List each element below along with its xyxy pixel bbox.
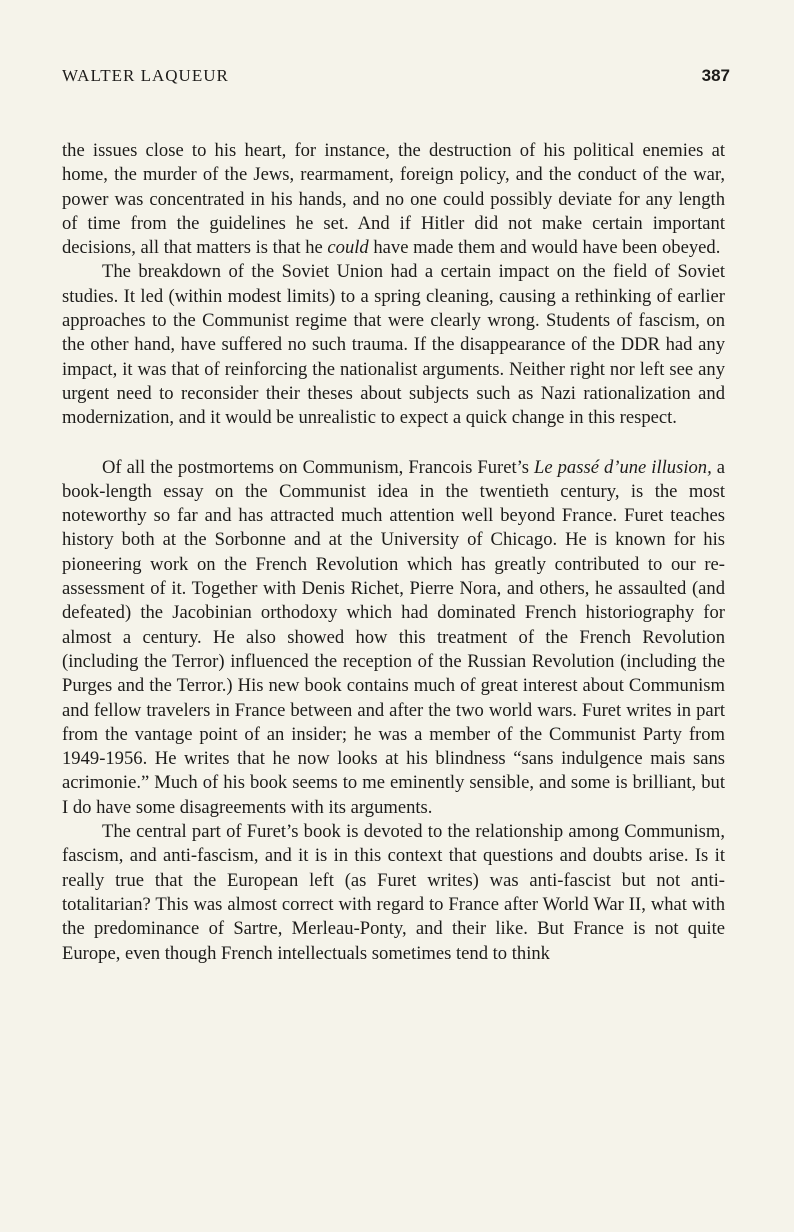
running-title: WALTER LAQUEUR [62,66,229,85]
body-text [62,139,725,966]
paragraph-text: Of all the postmortems on Communism, Francois Furet’s [102,456,535,478]
running-head [62,64,730,88]
paragraph-continued [62,139,725,260]
paragraph-text: a book-length essay on the Communist idea in the twentieth century, is the most noteworthy so far and has attracted much attention well beyond France. Furet teaches history both at the Sorbonne and at the University of Chicago. He is known for his pioneering work on the French Revolution which has greatly contributed to our reassessment of it. Together with Denis Richet, Pierre Nora, and others, he assaulted (and defeated) the Jacobinian orthodoxy which had dominated French historiography for almost a century. He also showed how this treatment of the French Revolution (including the Terror) influenced the reception of the Russian Revolution (including the Purges and the Terror.) His new book contains much of great interest about Communism and fellow travelers in France between and after the two world wars. Furet writes in part from the vantage point of an insider; he was a member of the Communist Party from 1949-1956. He writes that he now looks at his blindness “sans indulgence mais sans acrimonie.” Much of his book seems to me eminently sensible, and some is brilliant, but I do have some disagreements with its arguments. [62,456,725,818]
page-number: 387 [701,66,730,85]
paragraph-text: the issues close to his heart, for instance, the destruction of his political enemies at home, the murder of the Jews, rearmament, foreign policy, and the conduct of the war, power was concentrated in his hands, and no one could possibly deviate for any length of time from the guidelines he set. And if Hitler did not make certain important decisions, all that matters is that he [62,140,725,259]
paragraph-text: have made them and would have been obeyed. [368,237,721,259]
paragraph [62,456,725,820]
paragraph-text: The breakdown of the Soviet Union had a certain impact on the field of Soviet studies. It led (within modest limits) to a spring cleaning, causing a rethinking of earlier approaches to the Communist regime that were clearly wrong. Students of fascism, on the other hand, have suffered no such trauma. If the disappearance of the DDR had any impact, it was that of reinforcing the nationalist arguments. Neither right nor left see any urgent need to reconsider their theses about subjects such as Nazi rationalization and modernization, and it would be unrealistic to expect a quick change in this respect. [62,261,725,429]
paragraph-text: The central part of Furet’s book is devoted to the relationship among Communism, fascism, and anti-fascism, and it is in this context that questions and doubts arise. Is it really true that the European left (as Furet writes) was anti-fascist but not anti-totalitarian? This was almost correct with regard to France after World War II, what with the predominance of Sartre, Merleau-Ponty, and their like. But France is not quite Europe, even though French intellectuals sometimes tend to think [62,821,725,964]
book-title: Le passé d’une illusion, [534,456,712,478]
paragraph [62,260,725,430]
paragraph [62,820,725,966]
italic-emphasis: could [327,237,369,259]
